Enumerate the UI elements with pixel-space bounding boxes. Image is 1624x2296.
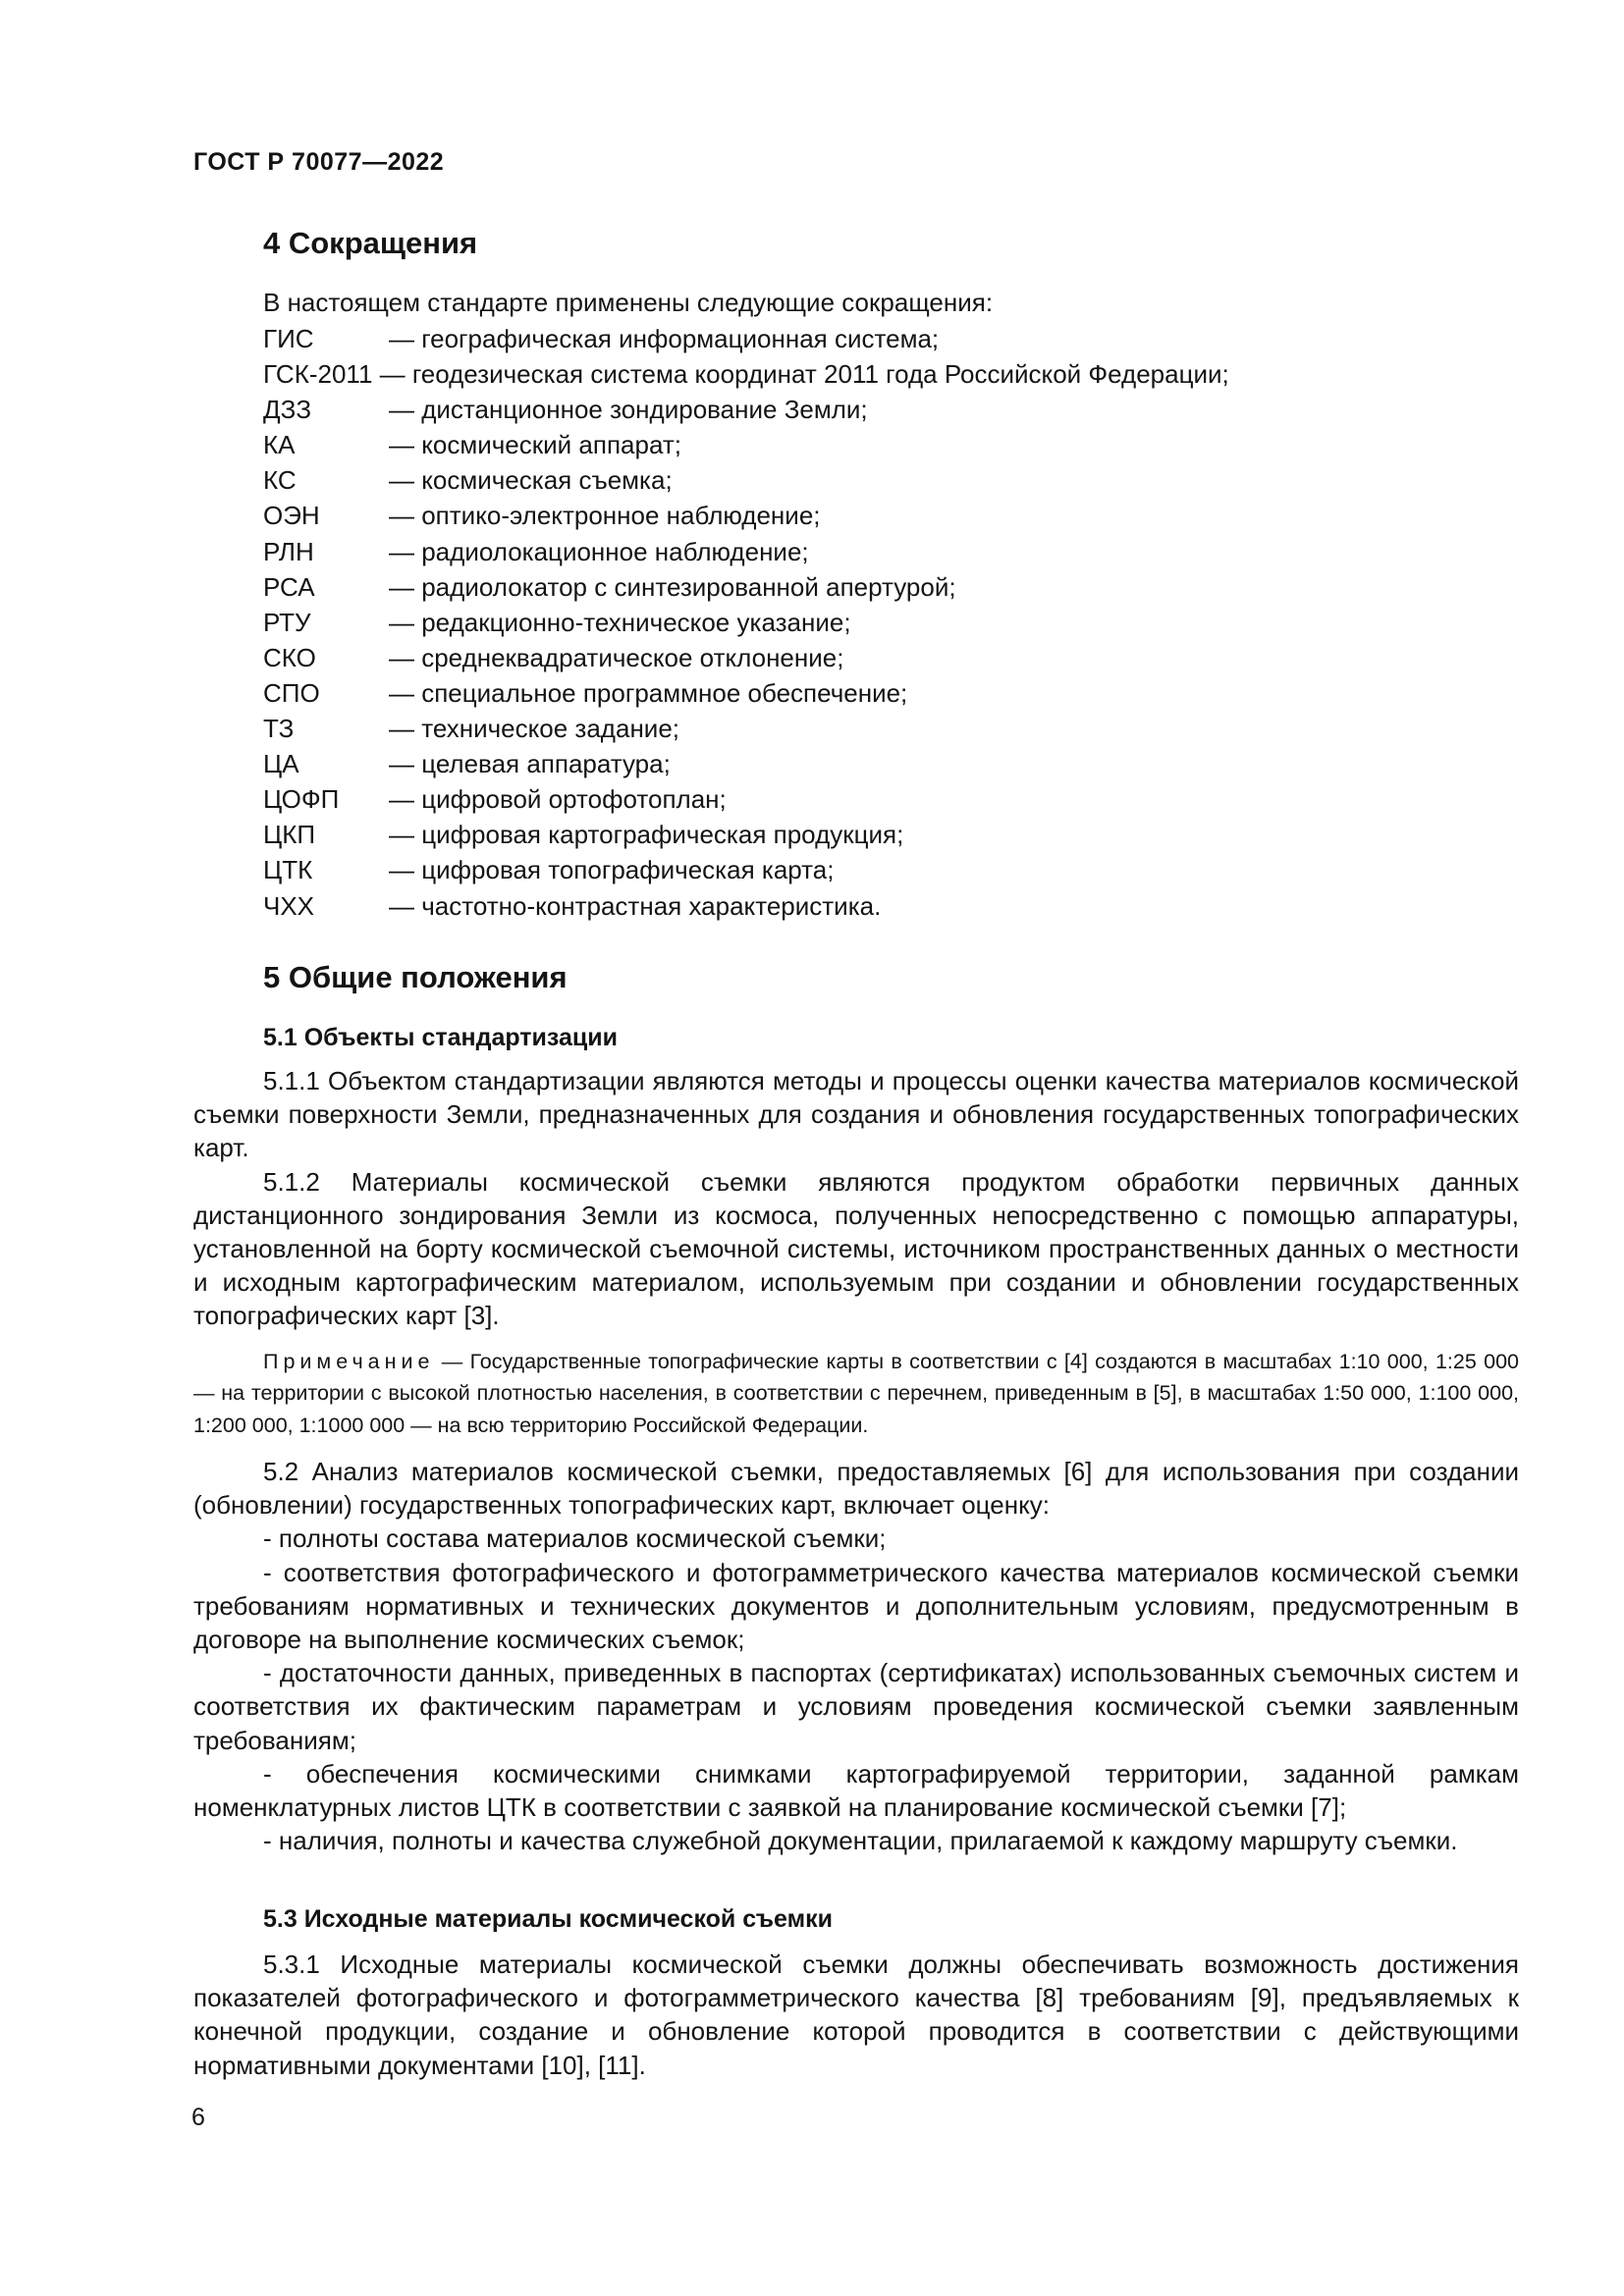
abbreviation-term: ЦТК bbox=[263, 855, 313, 885]
page-number: 6 bbox=[191, 2104, 205, 2131]
paragraph-5-1-1: 5.1.1 Объектом стандартизации являются методы и процессы оценки качества материалов космической съемки поверхности Земли, предназначенных для создания и обновления государственных топографических карт. bbox=[193, 1066, 1519, 1163]
abbreviation-definition: — цифровая топографическая карта; bbox=[389, 855, 835, 885]
abbreviation-term: РСА bbox=[263, 571, 315, 602]
abbreviation-definition: — техническое задание; bbox=[389, 714, 680, 744]
abbreviation-term: СКО bbox=[263, 642, 316, 672]
section-5-1-heading: 5.1 Объекты стандартизации bbox=[263, 1024, 619, 1051]
abbreviation-row bbox=[263, 392, 1229, 427]
abbreviation-definition: — радиолокатор с синтезированной апертурой; bbox=[389, 571, 956, 602]
abbreviations-list bbox=[263, 321, 1229, 924]
abbreviation-term: ТЗ bbox=[263, 714, 295, 744]
abbreviation-definition: — специальное программное обеспечение; bbox=[389, 677, 908, 708]
abbreviation-term: КС bbox=[263, 465, 297, 496]
abbreviation-row bbox=[263, 781, 1229, 817]
abbreviation-row bbox=[263, 888, 1229, 924]
note-text: — Государственные топографические карты в соответствии с [4] создаются в масштабах 1:10 000, 1:25 000 — на территории с высокой плотностью населения, в соответствии с перечнем, приведенным в [5], в масштабах 1:50 000, 1:100 000, 1:200 000, 1:1000 000 — на всю территорию Российской Федерации. bbox=[193, 1350, 1519, 1437]
abbreviation-term: ДЗЗ bbox=[263, 395, 312, 425]
section-5-1-body bbox=[193, 1064, 1519, 1333]
section-5-3-heading: 5.3 Исходные материалы космической съемки bbox=[263, 1905, 833, 1933]
abbreviation-row bbox=[263, 427, 1229, 462]
paragraph-5-3-1: 5.3.1 Исходные материалы космической съемки должны обеспечивать возможность достижения показателей фотографического и фотограмметрического качества [8] требованиям [9], предъявляемых к конечной продукции, создание и обновление которой проводится в соответствии с действующими нормативными документами [10], [11]. bbox=[193, 1949, 1519, 2080]
abbreviation-definition: — дистанционное зондирование Земли; bbox=[389, 395, 868, 425]
document-header: ГОСТ Р 70077—2022 bbox=[193, 148, 445, 176]
abbreviation-term: ЦА bbox=[263, 749, 299, 779]
abbreviation-row bbox=[263, 711, 1229, 746]
abbreviation-term: ОЭН bbox=[263, 501, 320, 531]
abbreviation-term: СПО bbox=[263, 677, 320, 708]
note-block bbox=[193, 1346, 1519, 1441]
abbreviation-definition: — космический аппарат; bbox=[389, 430, 681, 460]
paragraph-5-1-2: 5.1.2 Материалы космической съемки являются продуктом обработки первичных данных дистанционного зондирования Земли из космоса, полученных непосредственно с помощью аппаратуры, установленной на борту космической съемочной системы, источником пространственных данных о местности и исходным картографическим материалом, используемым при создании и обновлении государственных топографических карт [3]. bbox=[193, 1166, 1519, 1331]
abbreviation-definition: — радиолокационное наблюдение; bbox=[389, 536, 809, 566]
abbreviation-row bbox=[263, 640, 1229, 675]
abbreviation-definition: — оптико-электронное наблюдение; bbox=[389, 501, 821, 531]
abbreviation-row bbox=[263, 462, 1229, 498]
note-paragraph bbox=[193, 1346, 1519, 1441]
abbreviation-definition: — цифровой ортофотоплан; bbox=[389, 784, 727, 815]
list-item: - обеспечения космическими снимками картографируемой территории, заданной рамкам номенклатурных листов ЦТК в соответствии с заявкой на планирование космической съемки [7]; bbox=[193, 1758, 1519, 1823]
abbreviation-row bbox=[263, 356, 1229, 392]
abbreviation-row bbox=[263, 675, 1229, 711]
abbreviation-row bbox=[263, 321, 1229, 356]
abbreviation-row bbox=[263, 746, 1229, 781]
abbreviation-term: ЦКП bbox=[263, 820, 316, 850]
abbreviation-term: КА bbox=[263, 430, 296, 460]
abbreviation-row bbox=[263, 498, 1229, 533]
list-item: - наличия, полноты и качества служебной документации, прилагаемой к каждому маршруту съемки. bbox=[263, 1826, 1458, 1856]
abbreviation-definition: — космическая съемка; bbox=[389, 465, 673, 496]
abbreviation-term: РТУ bbox=[263, 607, 311, 637]
abbreviation-term: ГИС bbox=[263, 324, 314, 353]
abbreviation-definition: — среднеквадратическое отклонение; bbox=[389, 642, 844, 672]
paragraph-5-2: 5.2 Анализ материалов космической съемки, предоставляемых [6] для использования при создании (обновлении) государственных топографических карт, включает оценку: bbox=[193, 1457, 1519, 1521]
abbreviation-row bbox=[263, 605, 1229, 640]
abbreviations-intro: В настоящем стандарте применены следующие сокращения: bbox=[263, 288, 994, 317]
abbreviation-definition: — геодезическая система координат 2011 года Российской Федерации; bbox=[379, 359, 1229, 390]
abbreviation-row bbox=[263, 534, 1229, 569]
abbreviation-definition: — географическая информационная система; bbox=[389, 324, 940, 353]
abbreviation-row bbox=[263, 852, 1229, 887]
abbreviation-row bbox=[263, 817, 1229, 852]
abbreviation-definition: — редакционно-техническое указание; bbox=[389, 607, 851, 637]
abbreviation-term: ЦОФП bbox=[263, 784, 340, 815]
section-4-heading: 4 Сокращения bbox=[263, 226, 478, 260]
list-item: - достаточности данных, приведенных в паспортах (сертификатах) использованных съемочных систем и соответствия их фактическим параметрам и условиям проведения космической съемки заявленным требованиям; bbox=[193, 1658, 1519, 1755]
abbreviation-term: РЛН bbox=[263, 536, 314, 566]
abbreviation-row bbox=[263, 569, 1229, 605]
abbreviation-definition: — частотно-контрастная характеристика. bbox=[389, 890, 882, 921]
abbreviation-term: ЧХХ bbox=[263, 890, 315, 921]
abbreviation-term: ГСК-2011 bbox=[263, 359, 373, 390]
section-5-3-body bbox=[193, 1948, 1519, 2082]
section-5-heading: 5 Общие положения bbox=[263, 960, 568, 994]
note-label: Примечание bbox=[263, 1350, 435, 1373]
list-item: - полноты состава материалов космической съемки; bbox=[263, 1523, 887, 1554]
list-item: - соответствия фотографического и фотограмметрического качества материалов космической съемки требованиям нормативных и технических документов и дополнительным условиям, предусмотренным в договоре на выполнение космических съемок; bbox=[193, 1557, 1519, 1655]
abbreviation-definition: — целевая аппаратура; bbox=[389, 749, 671, 779]
section-5-2-body bbox=[193, 1455, 1519, 1857]
abbreviation-definition: — цифровая картографическая продукция; bbox=[389, 820, 904, 850]
